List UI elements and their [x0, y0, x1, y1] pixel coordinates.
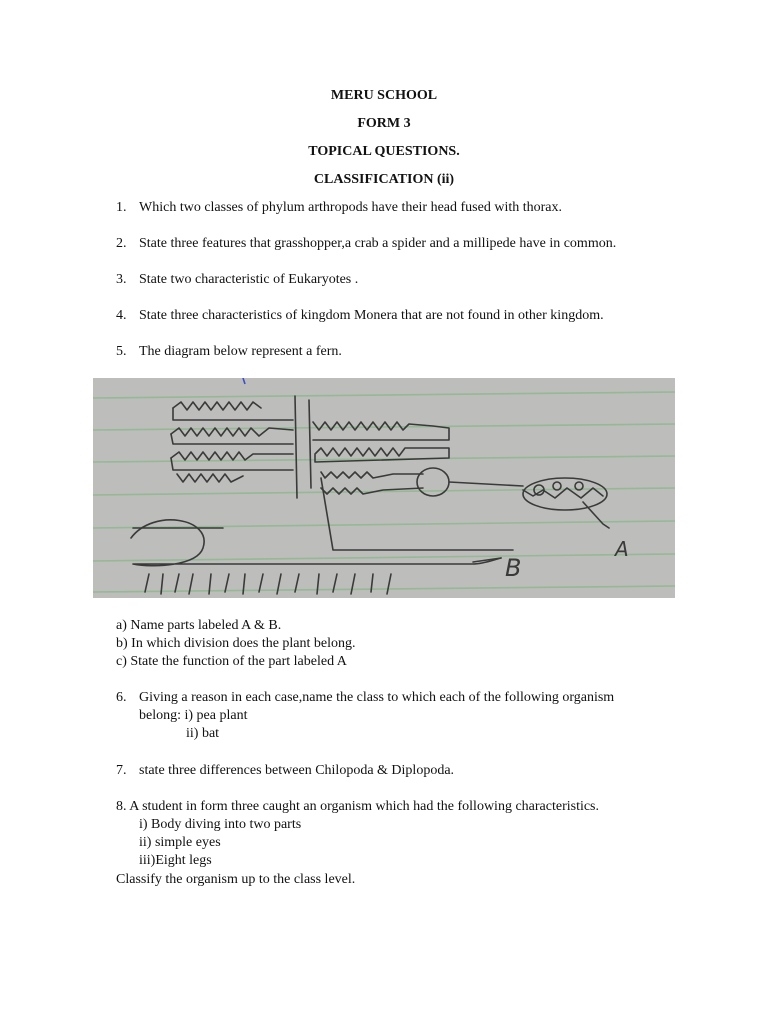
question-2 — [116, 235, 616, 253]
q5-part-a: a) Name parts labeled A & B. — [116, 618, 282, 633]
sorus-oval — [417, 468, 449, 496]
stem-line — [295, 396, 297, 498]
q6-line-2: belong: i) pea plant — [139, 708, 248, 723]
stem-line-2 — [309, 400, 311, 488]
question-number: 5. — [116, 344, 127, 359]
document-subtitle: TOPICAL QUESTIONS. — [308, 144, 460, 159]
q5-part-c: c) State the function of the part labeled A — [116, 654, 347, 669]
form-label: FORM 3 — [357, 116, 411, 131]
question-number: 3. — [116, 272, 127, 287]
question-number: 4. — [116, 308, 127, 323]
school-name: MERU SCHOOL — [330, 88, 438, 103]
frond-leaflets — [173, 402, 261, 410]
question-text: The diagram below represent a fern. — [139, 344, 342, 359]
question-text: State three characteristics of kingdom Monera that are not found in other kingdom. — [139, 308, 604, 323]
question-text: State three features that grasshopper,a crab a spider and a millipede have in common. — [139, 236, 617, 251]
q6-line-3: ii) bat — [186, 726, 220, 741]
q5-part-b: b) In which division does the plant belong. — [116, 636, 356, 651]
q8-item-3: iii)Eight legs — [139, 853, 212, 868]
question-text: State two characteristic of Eukaryotes . — [139, 272, 359, 287]
question-3 — [116, 271, 358, 289]
question-text: Which two classes of phylum arthropods have their head fused with thorax. — [139, 200, 563, 215]
question-4 — [116, 307, 604, 325]
question-text: Giving a reason in each case,name the class to which each of the following organism — [139, 690, 615, 705]
q8-item-2: ii) simple eyes — [139, 835, 221, 850]
pointer-line-a — [583, 502, 609, 528]
question-text: state three differences between Chilopoda & Diplopoda. — [139, 763, 455, 778]
label-b: B — [505, 554, 522, 582]
question-number: 7. — [116, 763, 127, 778]
question-number: 1. — [116, 200, 127, 215]
question-5 — [116, 343, 342, 361]
ink-mark — [243, 378, 245, 384]
question-number: 6. — [116, 690, 127, 705]
topic-title: CLASSIFICATION (ii) — [313, 172, 455, 187]
label-a: A — [615, 537, 629, 561]
question-number: 2. — [116, 236, 127, 251]
question-7 — [116, 762, 454, 780]
fern-drawing — [93, 378, 675, 598]
fern-diagram-photo — [93, 378, 675, 598]
question-6 — [116, 689, 614, 707]
question-1 — [116, 199, 562, 217]
q8-closing: Classify the organism up to the class level. — [116, 872, 356, 887]
q8-item-1: i) Body diving into two parts — [139, 817, 302, 832]
q8-intro: 8. A student in form three caught an organism which had the following characteristics. — [116, 799, 600, 814]
